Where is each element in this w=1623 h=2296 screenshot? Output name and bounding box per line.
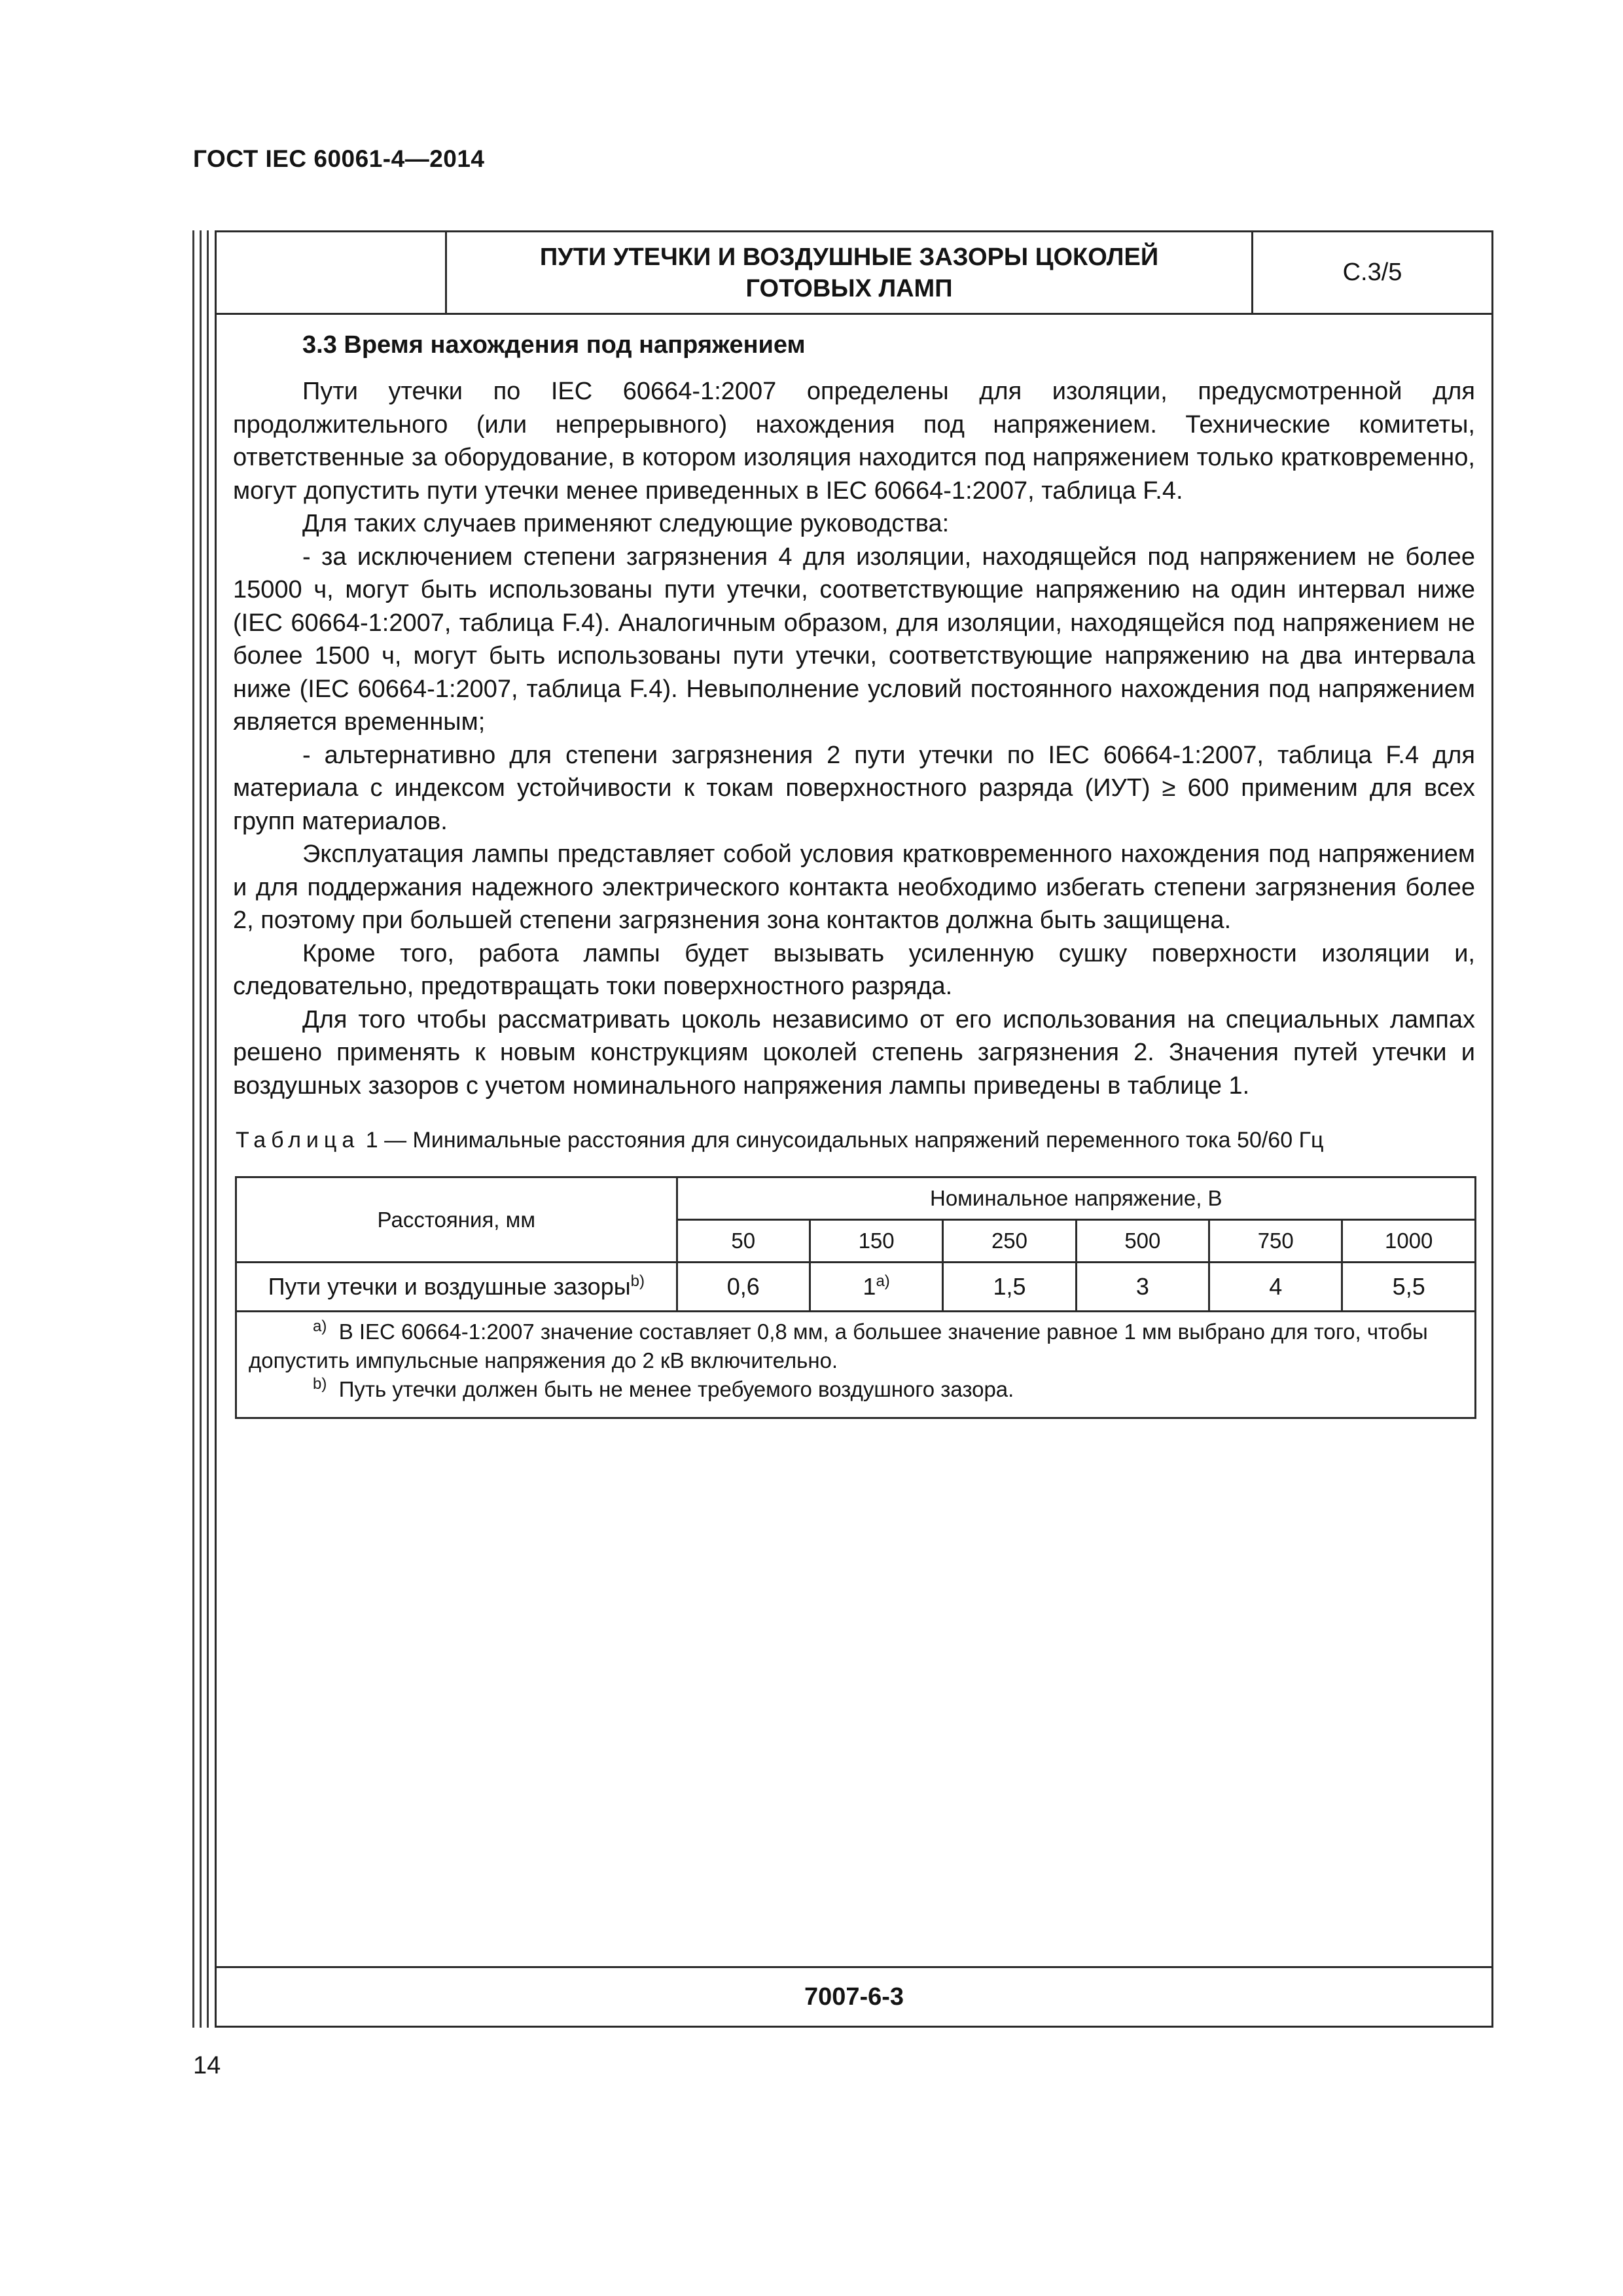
paragraph: - альтернативно для степени загрязнения 2 пути утечки по IEC 60664-1:2007, таблица F.4 для материала с индексом устойчивости к токам поверхностного разряда (ИУТ) ≥ 600 применим для всех групп материалов. <box>233 741 1475 835</box>
footnote-b-marker: b) <box>313 1375 327 1393</box>
margin-rule-inner <box>207 230 209 2028</box>
voltage-cell: 750 <box>1209 1220 1342 1263</box>
voltage-cell: 500 <box>1076 1220 1209 1263</box>
sheet-title-line-2: ГОТОВЫХ ЛАМП <box>745 274 953 302</box>
sheet-frame <box>215 230 1493 2028</box>
margin-rule-outer <box>192 230 194 2028</box>
sheet-header <box>217 232 1491 315</box>
footnote-a <box>249 1318 1461 1375</box>
table-notes-row <box>236 1312 1476 1418</box>
section-body <box>233 375 1475 1102</box>
voltage-cell: 50 <box>677 1220 810 1263</box>
value-cell: 1,5 <box>943 1263 1076 1312</box>
table-caption <box>233 1126 1475 1155</box>
voltage-cell: 250 <box>943 1220 1076 1263</box>
header-distances: Расстояния, мм <box>236 1177 677 1263</box>
document-code: ГОСТ IEC 60061-4—2014 <box>193 145 485 172</box>
row-label: Пути утечки и воздушные зазоры <box>268 1273 631 1300</box>
voltage-cell: 150 <box>810 1220 942 1263</box>
table-caption-label: Таблица <box>236 1128 360 1153</box>
header-voltage-group: Номинальное напряжение, В <box>677 1177 1475 1220</box>
row-label-footnote-marker: b) <box>630 1272 645 1290</box>
paragraph: Эксплуатация лампы представляет собой условия кратковременного нахождения под напряжением и для поддержания надежного электрического контакта необходимо избегать степени загрязнения более 2, поэтому при большей степени загрязнения зона контактов должна быть защищена. <box>233 840 1475 934</box>
value-cell: 3 <box>1076 1263 1209 1312</box>
footnote-a-marker: a) <box>313 1318 327 1335</box>
paragraph: Кроме того, работа лампы будет вызывать усиленную сушку поверхности изоляции и, следовательно, предотвращать токи поверхностного разряда. <box>233 939 1475 1000</box>
margin-rule-middle <box>200 230 202 2028</box>
table-header-row <box>236 1177 1476 1220</box>
value-cell: 0,6 <box>677 1263 810 1312</box>
distances-table <box>235 1176 1476 1419</box>
footnote-b <box>249 1375 1461 1404</box>
sheet-footer-code: 7007-6-3 <box>217 1966 1491 2026</box>
table-caption-text: 1 — Минимальные расстояния для синусоидальных напряжений переменного тока 50/60 Гц <box>359 1128 1324 1153</box>
footnote-b-text: Путь утечки должен быть не менее требуемого воздушного зазора. <box>338 1377 1014 1401</box>
value-footnote-marker: a) <box>876 1272 890 1290</box>
sheet-number: С.3/5 <box>1342 259 1402 286</box>
paragraph: - за исключением степени загрязнения 4 для изоляции, находящейся под напряжением не более 15000 ч, могут быть использованы пути утечки, соответствующие напряжению на один интервал ниже (IEC 60664-1:2007, таблица F.4). Аналогичным образом, для изоляции, находящейся под напряжением не более 1500 ч, могут быть использованы пути утечки, соответствующие напряжению на два интервала ниже (IEC 60664-1:2007, таблица F.4). Невыполнение условий постоянного нахождения под напряжением является временным; <box>233 543 1475 736</box>
header-blank-cell <box>217 232 447 313</box>
paragraph: Для таких случаев применяют следующие руководства: <box>302 510 950 537</box>
page-number: 14 <box>193 2052 221 2079</box>
paragraph: Пути утечки по IEC 60664-1:2007 определены для изоляции, предусмотренной для продолжительного (или непрерывного) нахождения под напряжением. Технические комитеты, ответственные за оборудование, в котором изоляция находится под напряжением только кратковременно, могут допустить пути утечки менее приведенных в IEC 60664-1:2007, таблица F.4. <box>233 378 1475 505</box>
value-cell: 4 <box>1209 1263 1342 1312</box>
paragraph: Для того чтобы рассматривать цоколь независимо от его использования на специальных лампах решено применять к новым конструкциям цоколей степень загрязнения 2. Значения путей утечки и воздушных зазоров с учетом номинального напряжения лампы приведены в таблице 1. <box>233 1005 1475 1100</box>
section-title: 3.3 Время нахождения под напряжением <box>302 331 806 359</box>
sheet-title-line-1: ПУТИ УТЕЧКИ И ВОЗДУШНЫЕ ЗАЗОРЫ ЦОКОЛЕЙ <box>539 243 1159 271</box>
row-label-cell <box>236 1263 677 1312</box>
footnote-a-text: В IEC 60664-1:2007 значение составляет 0,8 мм, а большее значение равное 1 мм выбрано для того, чтобы допустить импульсные напряжения до 2 кВ включительно. <box>249 1319 1428 1372</box>
sheet-title <box>447 232 1253 313</box>
value-cell-150 <box>810 1263 942 1312</box>
value-150: 1 <box>863 1273 876 1300</box>
voltage-cell: 1000 <box>1342 1220 1476 1263</box>
table-row <box>236 1263 1476 1312</box>
value-cell: 5,5 <box>1342 1263 1476 1312</box>
sheet-content <box>217 315 1491 1419</box>
table-notes <box>236 1312 1476 1418</box>
